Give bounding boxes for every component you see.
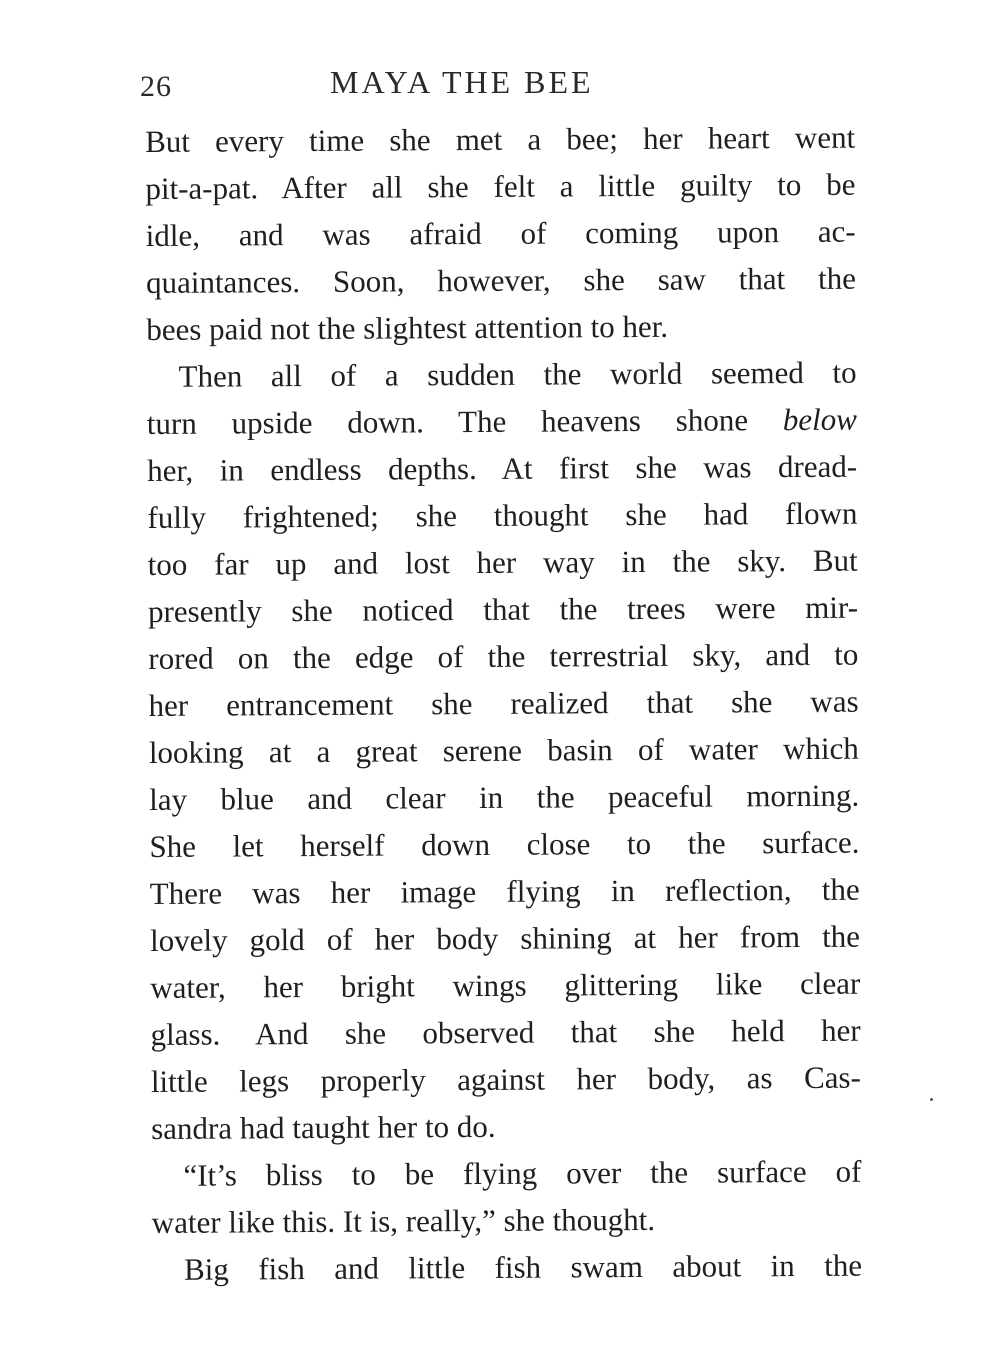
text-line: fully frightened; she thought she had flown bbox=[147, 495, 858, 535]
text-line-with-italic bbox=[147, 396, 857, 447]
text-line: quaintances. Soon, however, she saw that the bbox=[145, 260, 857, 300]
text-line: lovely gold of her body shining at her from the bbox=[149, 918, 861, 958]
text-line: She let herself down close to the surface. bbox=[149, 824, 860, 864]
page-number: 26 bbox=[140, 70, 172, 103]
italic-word: below bbox=[782, 401, 857, 438]
text-line: bees paid not the slightest attention to her. bbox=[146, 308, 669, 347]
text-line: water like this. It is, really,” she thought. bbox=[151, 1201, 656, 1240]
text-line: There was her image flying in reflection, the bbox=[149, 871, 860, 911]
text-line: looking at a great serene basin of water which bbox=[148, 730, 859, 770]
text-line: But every time she met a bee; her heart went bbox=[145, 119, 856, 159]
text-line: presently she noticed that the trees were mir- bbox=[147, 589, 859, 629]
text-line: water, her bright wings glittering like clear bbox=[150, 965, 861, 1005]
text-line: glass. And she observed that she held her bbox=[150, 1012, 861, 1052]
text-line: idle, and was afraid of coming upon ac- bbox=[145, 213, 856, 253]
text-line: rored on the edge of the terrestrial sky, and to bbox=[148, 636, 859, 676]
text-line: her entrancement she realized that she was bbox=[148, 683, 859, 723]
text-line: Then all of a sudden the world seemed to bbox=[178, 354, 857, 394]
text-line: Big fish and little fish swam about in the bbox=[183, 1247, 863, 1287]
text-line: sandra had taught her to do. bbox=[151, 1108, 496, 1146]
text-line: “It’s bliss to be flying over the surface of bbox=[183, 1153, 862, 1193]
text-line: pit-a-pat. After all she felt a little guilty to be bbox=[145, 166, 856, 206]
paper-speck bbox=[930, 1098, 933, 1101]
page-header bbox=[140, 58, 700, 102]
text-line: little legs properly against her body, as Cas- bbox=[150, 1059, 861, 1099]
text-line: lay blue and clear in the peaceful morning. bbox=[149, 777, 860, 817]
text-line: her, in endless depths. At first she was dread- bbox=[147, 448, 858, 488]
text-line: too far up and lost her way in the sky. But bbox=[147, 542, 858, 582]
text-body bbox=[145, 114, 862, 1293]
text-fragment: turn upside down. The heavens shone bbox=[146, 402, 783, 441]
running-head: MAYA THE BEE bbox=[330, 64, 594, 100]
